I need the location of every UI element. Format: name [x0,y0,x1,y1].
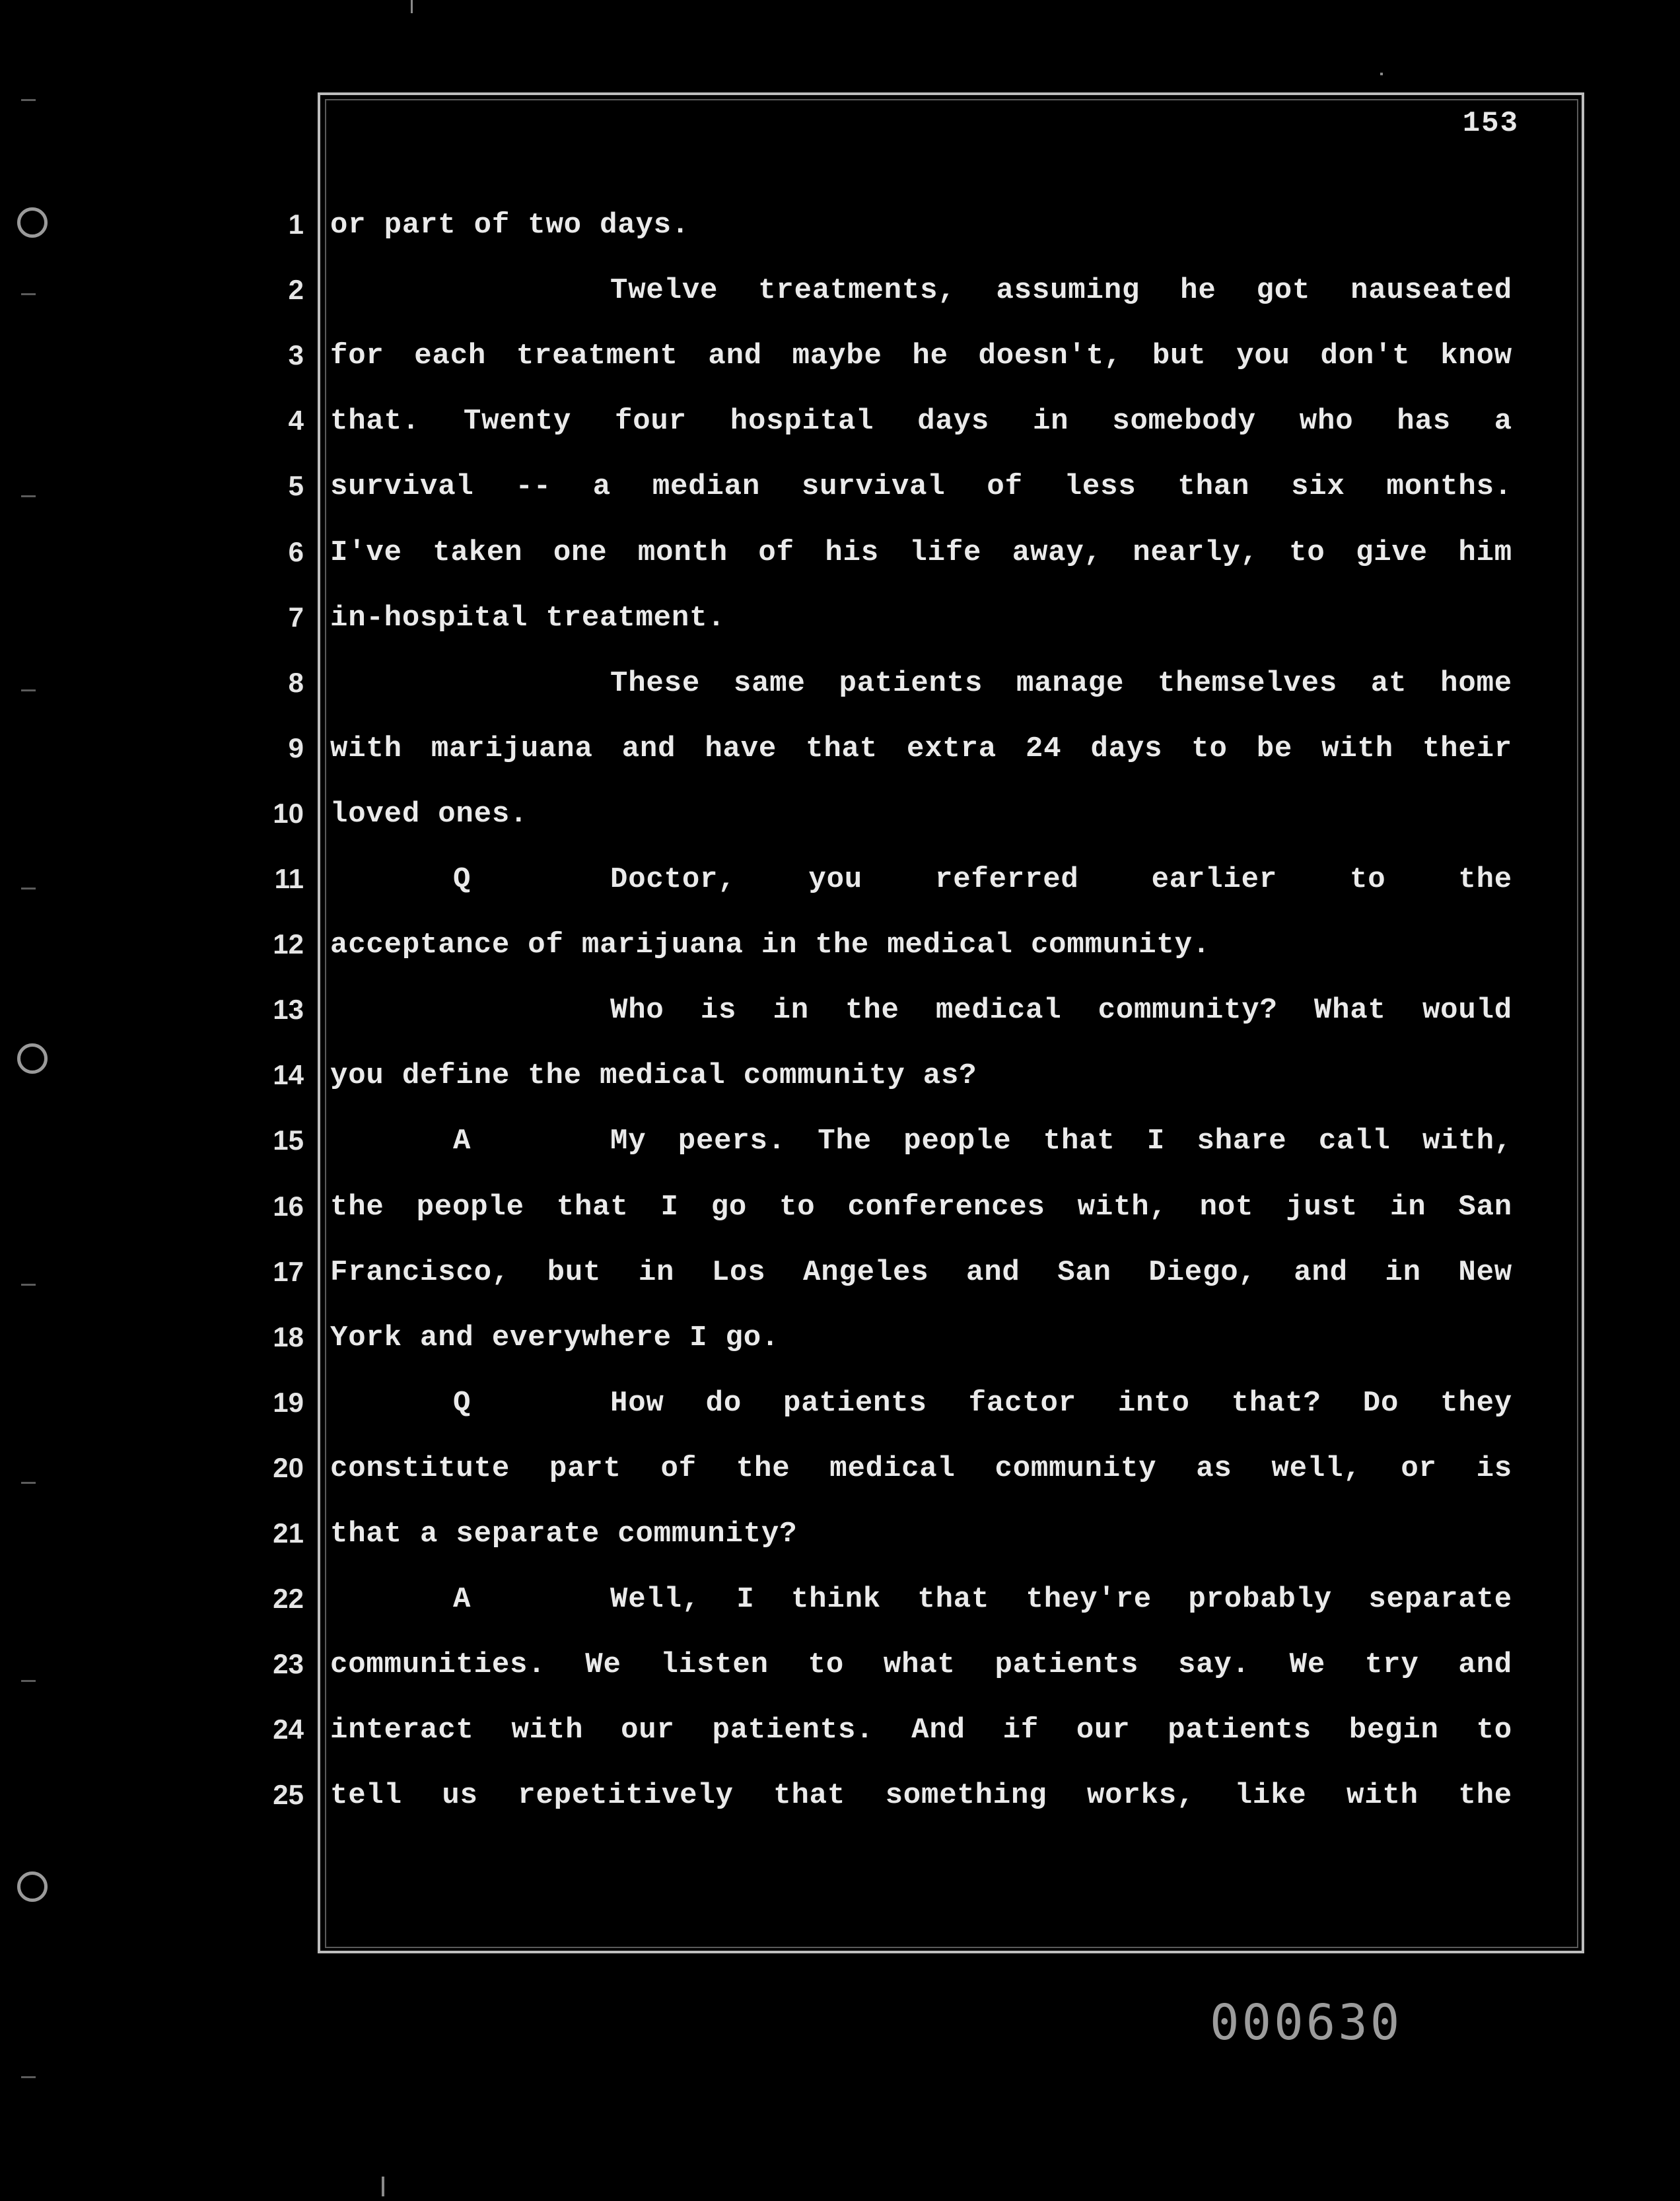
speaker-label: A [453,1583,471,1616]
margin-mark [21,293,36,295]
line-number: 23 [273,1648,304,1679]
transcript-line: My peers. The people that I share call with, [610,1125,1512,1158]
punch-hole-bottom [17,1871,48,1902]
transcript-line: Francisco, but in Los Angeles and San Diego, and in New [330,1256,1512,1289]
line-number: 3 [288,339,304,370]
line-number: 16 [273,1191,304,1222]
line-number: 19 [273,1387,304,1418]
line-number: 11 [274,863,304,894]
transcript-line: These same patients manage themselves at home [610,667,1512,700]
bates-number: 000630 [1210,1994,1403,2051]
scan-speck [1380,73,1383,75]
speaker-label: Q [453,863,471,896]
line-number: 4 [288,405,304,436]
transcript-line: that. Twenty four hospital days in somebody who has a [330,405,1512,438]
transcript-line: for each treatment and maybe he doesn't, but you don't know [330,339,1512,372]
scan-speck [382,2177,384,2196]
transcript-line: Twelve treatments, assuming he got nauseated [610,274,1512,307]
transcript-line: interact with our patients. And if our patients begin to [330,1714,1512,1747]
transcript-line: Who is in the medical community? What would [610,994,1512,1027]
transcript-line: in-hospital treatment. [330,602,726,635]
line-number: 21 [273,1518,304,1549]
line-number: 10 [273,798,304,829]
transcript-line: communities. We listen to what patients say. We try and [330,1648,1512,1681]
margin-mark [21,888,36,890]
line-number: 6 [288,536,304,567]
margin-mark [21,99,36,101]
transcript-line: acceptance of marijuana in the medical community. [330,928,1211,961]
transcript-line: Well, I think that they're probably separate [610,1583,1512,1616]
speaker-label: Q [453,1387,471,1420]
line-number: 14 [273,1059,304,1090]
transcript-line: survival -- a median survival of less than six months. [330,470,1512,503]
punch-hole-top [17,207,48,238]
line-number: 13 [273,994,304,1025]
line-number: 17 [273,1256,304,1287]
transcript-line: constitute part of the medical community as well, or is [330,1452,1512,1485]
transcript-line: How do patients factor into that? Do they [610,1387,1512,1420]
transcript-line: the people that I go to conferences with, not just in San [330,1191,1512,1224]
line-number: 25 [273,1779,304,1810]
transcript-line: with marijuana and have that extra 24 days to be with their [330,732,1512,765]
line-number: 7 [288,602,304,633]
margin-mark [21,1284,36,1286]
margin-mark [21,2076,36,2078]
line-number: 1 [288,209,304,240]
punch-hole-middle [17,1043,48,1074]
line-number: 2 [288,274,304,305]
transcript-line: you define the medical community as? [330,1059,977,1092]
margin-mark [21,495,36,497]
margin-mark [21,689,36,691]
line-number: 12 [273,928,304,960]
line-number: 5 [288,470,304,501]
speaker-label: A [453,1125,471,1158]
scan-speck [411,0,413,13]
line-number: 15 [273,1125,304,1156]
page-number: 153 [1462,107,1519,140]
transcript-line: loved ones. [330,798,528,831]
transcript-line: or part of two days. [330,209,690,242]
line-number: 18 [273,1321,304,1352]
transcript-line: I've taken one month of his life away, nearly, to give him [330,536,1512,569]
line-number: 20 [273,1452,304,1483]
transcript-line: that a separate community? [330,1518,798,1551]
margin-mark [21,1482,36,1484]
line-number: 8 [288,667,304,698]
transcript-line: York and everywhere I go. [330,1321,780,1354]
margin-mark [21,1680,36,1682]
line-number: 22 [273,1583,304,1614]
transcript-line: Doctor, you referred earlier to the [610,863,1512,896]
line-number: 9 [288,732,304,763]
line-number: 24 [273,1714,304,1745]
transcript-line: tell us repetitively that something works, like with the [330,1779,1512,1812]
